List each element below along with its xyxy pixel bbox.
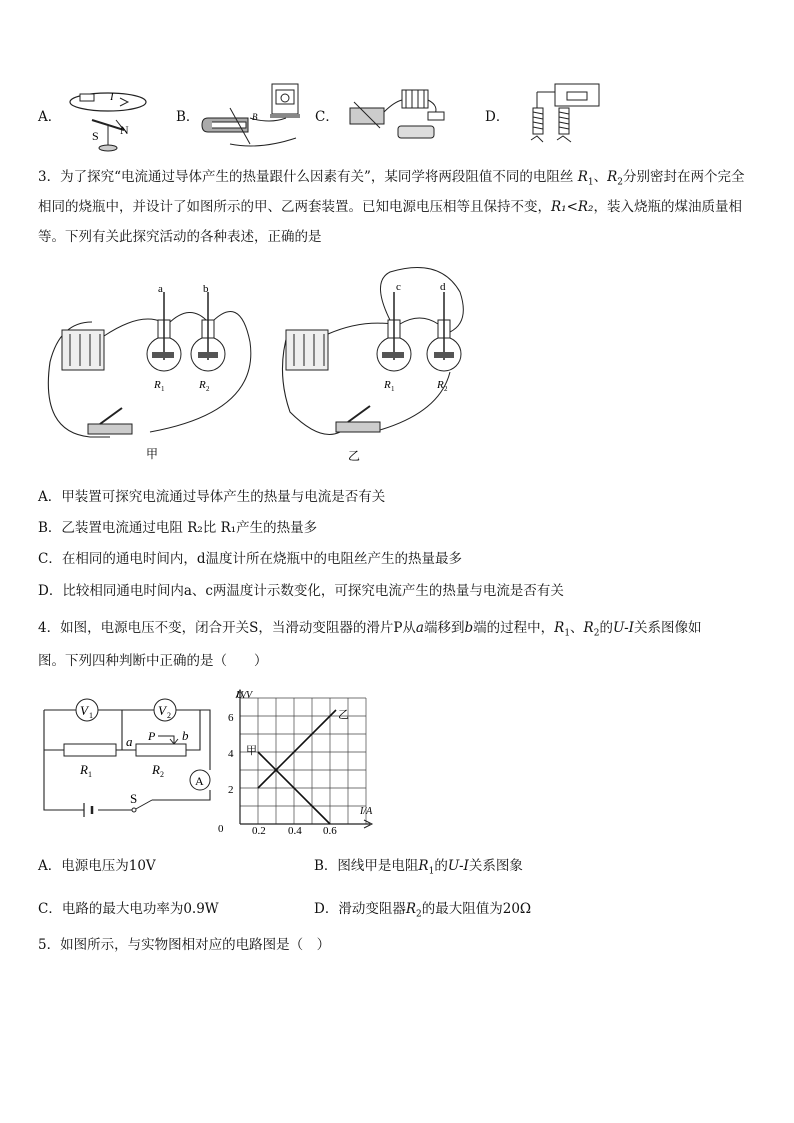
q4-option-d-r: R bbox=[405, 901, 416, 917]
therm-d-label: d bbox=[440, 281, 446, 293]
q3-compare: R₁<R₂ bbox=[551, 199, 594, 215]
xtick-0.6: 0.6 bbox=[323, 825, 337, 836]
q4-option-d-sub: 2 bbox=[416, 909, 422, 920]
q4-line1-post: 关系图像如 bbox=[634, 620, 702, 636]
q4-option-b-sub: 1 bbox=[428, 866, 435, 877]
caption-jia: 甲 bbox=[146, 447, 159, 461]
q2-option-c-figure bbox=[340, 82, 455, 148]
resistor-r1-icon bbox=[64, 744, 116, 756]
q4-b: b bbox=[464, 620, 474, 636]
therm-a-label: a bbox=[158, 283, 163, 295]
q4-option-b-ui: U-I bbox=[447, 858, 469, 874]
q4-option-b-post: 的 bbox=[434, 858, 448, 874]
q3-option-a[interactable]: A．甲装置可探究电流通过导体产生的热量与电流是否有关 bbox=[38, 489, 386, 505]
caption-yi: 乙 bbox=[348, 449, 361, 463]
r1-circuit-label: R bbox=[80, 762, 88, 777]
q4-r1-sub: 1 bbox=[564, 628, 571, 639]
point-b-label: b bbox=[182, 728, 189, 743]
q3-stem-line1 bbox=[38, 164, 745, 196]
line-yi-label: 乙 bbox=[338, 709, 349, 721]
current-label: I bbox=[110, 91, 114, 103]
q4-ui: U-I bbox=[612, 620, 634, 636]
q3-setup-jia bbox=[48, 283, 251, 461]
q4-stem-line2: 图。下列四种判断中正确的是（ ） bbox=[38, 653, 268, 669]
q4-circuit bbox=[36, 690, 216, 825]
xlabel: I/A bbox=[360, 806, 373, 817]
q5-stem: 5．如图所示，与实物图相对应的电路图是（ ） bbox=[38, 937, 331, 953]
q4-r2: R bbox=[583, 620, 594, 636]
battery-pack-icon-2 bbox=[286, 330, 328, 370]
q3-option-c[interactable]: C．在相同的通电时间内，d温度计所在烧瓶中的电阻丝产生的热量最多 bbox=[38, 551, 462, 567]
v1-sub: 1 bbox=[89, 711, 93, 720]
switch-s-label: S bbox=[130, 791, 138, 806]
q2-option-d-label: D． bbox=[485, 109, 510, 125]
compass-north-label: N bbox=[120, 123, 129, 137]
q4-option-b-r: R bbox=[418, 858, 429, 874]
q2-option-b-label: B． bbox=[176, 109, 200, 125]
q4-option-d-pre: D．滑动变阻器 bbox=[314, 901, 406, 917]
point-a-label: a bbox=[126, 734, 133, 749]
q3-option-b[interactable]: B．乙装置电流通过电阻 R₂比 R₁产生的热量多 bbox=[38, 520, 318, 536]
q2-option-a-figure bbox=[62, 82, 154, 152]
r2-circuit-label: R bbox=[152, 762, 160, 777]
r1-label-yi: R bbox=[384, 379, 391, 391]
q4-mid2: 端的过程中， bbox=[473, 620, 555, 636]
q2-option-a-label: A． bbox=[38, 109, 62, 125]
q3-r2-sub: 2 bbox=[617, 177, 624, 188]
ammeter-label: A bbox=[195, 774, 204, 788]
b-field-label: B bbox=[252, 112, 258, 122]
q3-line2-text: 相同的烧瓶中，并设计了如图所示的甲、乙两套装置。已知电源电压相等且保持不变， bbox=[38, 199, 551, 215]
q2-option-d-figure bbox=[515, 82, 605, 150]
ylabel: U/V bbox=[236, 690, 253, 701]
q4-ui-graph bbox=[210, 684, 390, 836]
q2-option-c-label: C． bbox=[315, 109, 339, 125]
ytick-6: 6 bbox=[228, 712, 234, 724]
slider-p-label: P bbox=[148, 729, 156, 743]
q4-a: a bbox=[415, 620, 424, 636]
r1-sub-yi: 1 bbox=[391, 385, 395, 393]
q4-option-a[interactable]: A．电源电压为10V bbox=[38, 858, 156, 874]
q3-line2-post: ，装入烧瓶的煤油质量相 bbox=[593, 199, 742, 215]
r1-label-jia: R bbox=[154, 379, 161, 391]
q4-r2-sub: 2 bbox=[593, 628, 600, 639]
xtick-0.2: 0.2 bbox=[252, 825, 266, 836]
q3-line1-text: 为了探究“电流通过导体产生的热量跟什么因素有关”，某同学将两段阻值不同的电阻丝 bbox=[60, 169, 574, 185]
r2-circuit-sub: 2 bbox=[160, 770, 164, 779]
switch-jia-icon bbox=[88, 424, 132, 434]
q3-line1-post: 分别密封在两个完全 bbox=[623, 169, 745, 185]
rheostat-r2-icon bbox=[136, 744, 186, 756]
q3-setup-yi bbox=[282, 268, 463, 464]
q4-stem-line1 bbox=[38, 615, 702, 647]
switch-yi-icon bbox=[336, 422, 380, 432]
q3-r1-sub: 1 bbox=[587, 177, 594, 188]
q3-stem-line2 bbox=[38, 194, 742, 220]
q3-sep: 、 bbox=[593, 169, 608, 185]
v1-label: V bbox=[80, 703, 88, 718]
q4-option-b[interactable] bbox=[314, 853, 523, 885]
r1-sub-jia: 1 bbox=[161, 385, 165, 393]
line-yi bbox=[258, 710, 336, 788]
q3-r2: R bbox=[607, 169, 618, 185]
q4-line1-text: 4．如图，电源电压不变，闭合开关S，当滑动变阻器的滑片P从 bbox=[38, 620, 416, 636]
r2-sub-yi: 2 bbox=[444, 385, 448, 393]
therm-b-label: b bbox=[203, 283, 209, 295]
q4-sep: 、 bbox=[570, 620, 584, 636]
q4-mid1: 端移到 bbox=[423, 620, 465, 636]
q4-option-d[interactable] bbox=[314, 896, 531, 928]
q4-option-c[interactable]: C．电路的最大电功率为0.9W bbox=[38, 901, 219, 917]
q4-option-b-end: 关系图象 bbox=[468, 858, 523, 874]
therm-c-label: c bbox=[396, 281, 401, 293]
r2-label-jia: R bbox=[199, 379, 206, 391]
ytick-4: 4 bbox=[228, 748, 234, 760]
q4-option-d-post: 的最大阻值为20Ω bbox=[421, 901, 532, 917]
origin-label: 0 bbox=[218, 823, 224, 835]
v2-label: V bbox=[158, 703, 166, 718]
line-jia-label: 甲 bbox=[246, 745, 257, 757]
compass-south-label: S bbox=[92, 129, 99, 143]
q4-option-b-pre: B．图线甲是电阻 bbox=[314, 858, 419, 874]
r2-label-yi: R bbox=[437, 379, 444, 391]
q2-option-b-figure bbox=[200, 78, 305, 154]
v2-sub: 2 bbox=[167, 711, 171, 720]
q4-of: 的 bbox=[599, 620, 613, 636]
q3-figure bbox=[40, 262, 480, 467]
r1-circuit-sub: 1 bbox=[88, 770, 92, 779]
q3-option-d[interactable]: D．比较相同通电时间内a、c两温度计示数变化，可探究电流产生的热量与电流是否有关 bbox=[38, 583, 564, 599]
q3-number: 3． bbox=[38, 169, 61, 185]
q4-r1: R bbox=[554, 620, 565, 636]
ytick-2: 2 bbox=[228, 784, 234, 796]
slider-arrow-icon bbox=[158, 736, 178, 744]
q3-r1: R bbox=[577, 169, 588, 185]
xtick-0.4: 0.4 bbox=[288, 825, 302, 836]
r2-sub-jia: 2 bbox=[206, 385, 210, 393]
q3-stem-line3: 等。下列有关此探究活动的各种表述，正确的是 bbox=[38, 229, 322, 245]
battery-pack-icon bbox=[62, 330, 104, 370]
